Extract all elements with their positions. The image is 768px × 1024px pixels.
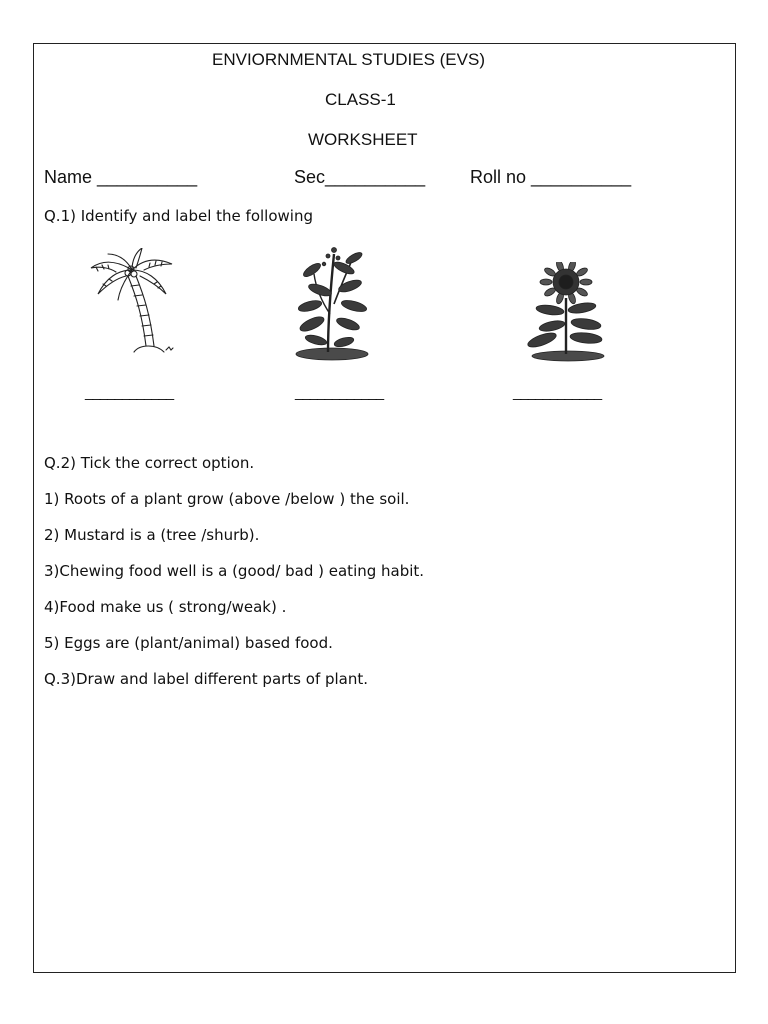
coconut-tree-drawing [86, 248, 178, 358]
roll-number-field: Roll no __________ [470, 167, 632, 187]
question-3: Q.3)Draw and label different parts of plant. [44, 670, 369, 688]
name-field: Name __________ [44, 167, 198, 187]
answer-blank-1: ____________ [85, 384, 174, 401]
plant-drawing [294, 244, 374, 362]
worksheet-title: WORKSHEET [308, 130, 418, 149]
sunflower-drawing [524, 262, 612, 362]
question-1: Q.1) Identify and label the following [44, 207, 313, 225]
question-2-item-1: 1) Roots of a plant grow (above /below ) the soil. [44, 490, 410, 508]
answer-blank-2: ____________ [295, 384, 384, 401]
class-title: CLASS-1 [325, 90, 396, 109]
question-2-item-2: 2) Mustard is a (tree /shurb). [44, 526, 260, 544]
question-2-item-3: 3)Chewing food well is a (good/ bad ) eating habit. [44, 562, 425, 580]
subject-title: ENVIORNMENTAL STUDIES (EVS) [212, 50, 485, 69]
answer-blank-3: ____________ [513, 384, 602, 401]
question-2-item-5: 5) Eggs are (plant/animal) based food. [44, 634, 333, 652]
question-2: Q.2) Tick the correct option. [44, 454, 255, 472]
section-field: Sec__________ [294, 167, 426, 187]
question-2-item-4: 4)Food make us ( strong/weak) . [44, 598, 287, 616]
